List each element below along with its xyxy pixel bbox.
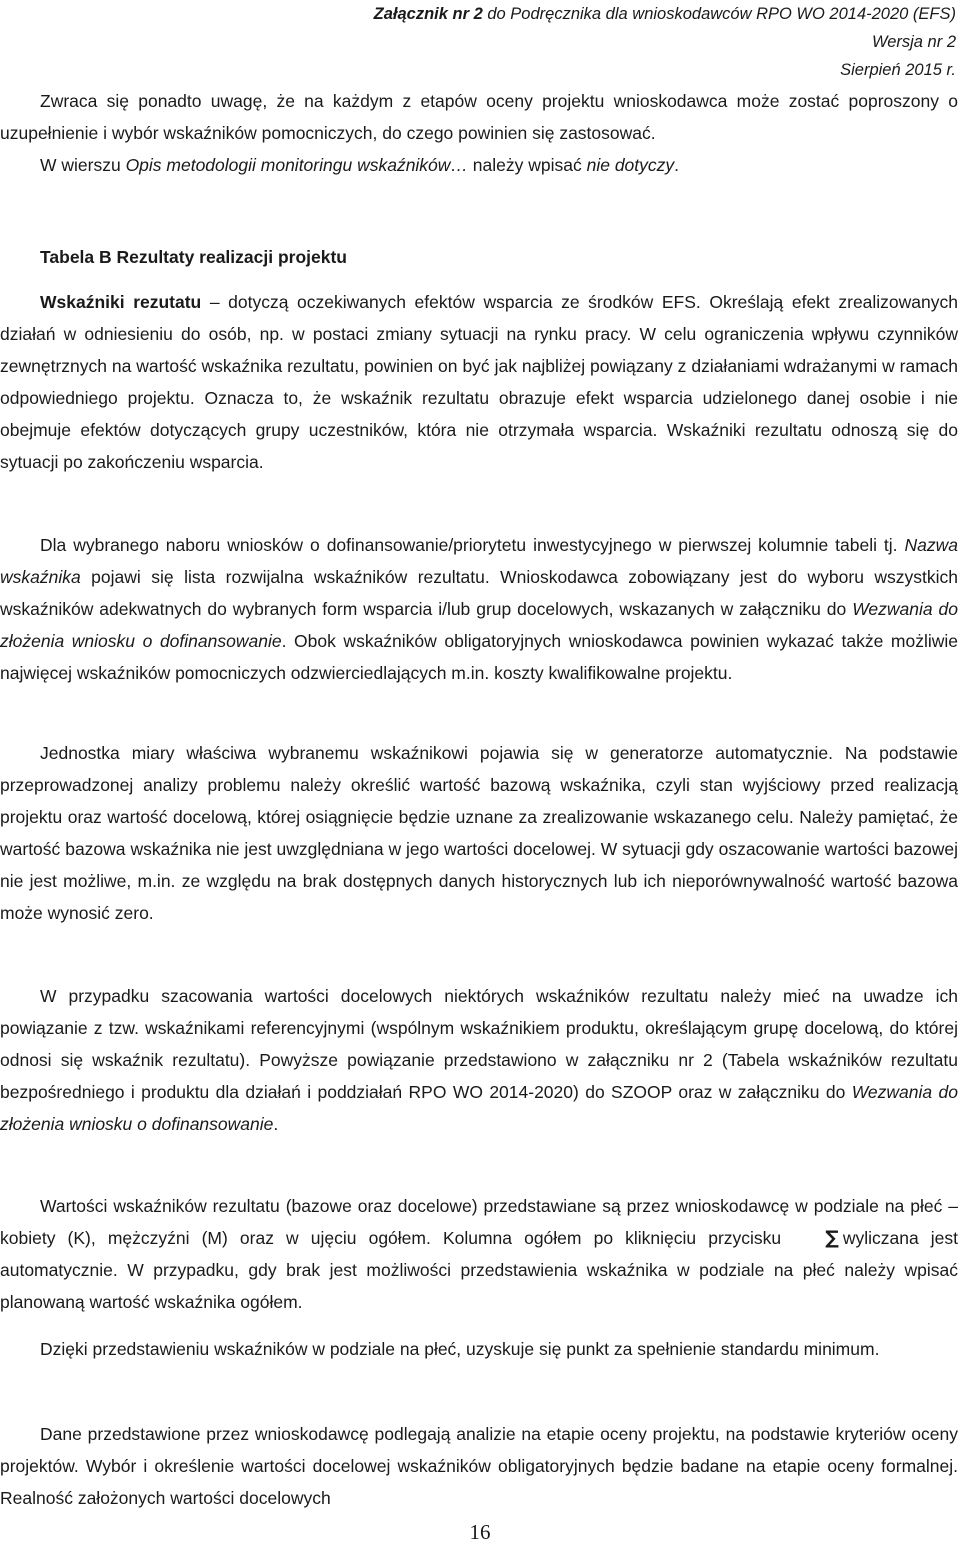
header-date: Sierpień 2015 r.: [840, 61, 956, 79]
intro-block: [0, 85, 958, 181]
page-number: 16: [469, 1520, 491, 1544]
header-version: Wersja nr 2: [871, 33, 956, 51]
paragraph-target-values: W przypadku szacowania wartości docelowych niektórych wskaźników rezultatu należy mieć na uwadze ich powiązanie z tzw. wskaźnikami referencyjnymi (wspólnym wskaźnikiem produktu, określającym grupę docelową, do której odnosi się wskaźnik rezultatu). Powyższe powiązanie przedstawiono w załączniku nr 2 (Tabela wskaźników rezultatu bezpośredniego i produktu dla działań i poddziałań RPO WO 2014-2020) do SZOOP oraz w załączniku do Wezwania do złożenia wniosku o dofinansowanie.: [0, 986, 958, 1134]
paragraph-result-indicators: Wskaźniki rezutatu – dotyczą oczekiwanych efektów wsparcia ze środków EFS. Określają efekt zrealizowanych działań w odniesieniu do osób, np. w postaci zmiany sytuacji na rynku pracy. W celu ograniczenia wpływu czynników zewnętrznych na wartość wskaźnika rezultatu, powinien on być jak najbliżej powiązany z działaniami wdrażanymi w ramach odpowiedniego projektu. Oznacza to, że wskaźnik rezultatu obrazuje efekt wsparcia udzielonego danej osobie i nie obejmuje efektów dotyczących grupy uczestników, która nie otrzymała wsparcia. Wskaźniki rezultatu odnoszą się do sytuacji po zakończeniu wsparcia.: [0, 292, 959, 472]
page-header: [374, 0, 956, 84]
paragraph-standard-minimum: Dzięki przedstawieniu wskaźników w podziale na płeć, uzyskuje się punkt za spełnienie standardu minimum.: [40, 1339, 880, 1359]
section-heading: Tabela B Rezultaty realizacji projektu: [40, 247, 347, 267]
paragraph-assessment: Dane przedstawione przez wnioskodawcę podlegają analizie na etapie oceny projektu, na podstawie kryteriów oceny projektów. Wybór i określenie wartości docelowej wskaźników obligatoryjnych będzie badane na etapie oceny formalnej. Realność założonych wartości docelowych: [0, 1424, 958, 1508]
paragraph-gender-split: Wartości wskaźników rezultatu (bazowe oraz docelowe) przedstawiane są przez wnioskodawcę w podziale na płeć – kobiety (K), mężczyźni (M) oraz w ujęciu ogółem. Kolumna ogółem po kliknięciu przycisku ∑ wyliczana jest automatycznie. W przypadku, gdy brak jest możliwości przedstawienia wskaźnika w podziale na płeć należy wpisać planowaną wartość wskaźnika ogółem.: [0, 1196, 958, 1312]
header-attachment-line: Załącznik nr 2 do Podręcznika dla wnioskodawców RPO WO 2014-2020 (EFS): [373, 5, 956, 23]
paragraph-indicator-selection: Dla wybranego naboru wniosków o dofinansowanie/priorytetu inwestycyjnego w pierwszej kolumnie tabeli tj. Nazwa wskaźnika pojawi się lista rozwijalna wskaźników rezultatu. Wnioskodawca zobowiązany jest do wyboru wszystkich wskaźników adekwatnych do wybranych form wsparcia i/lub grup docelowych, wskazanych w załączniku do Wezwania do złożenia wniosku o dofinansowanie. Obok wskaźników obligatoryjnych wnioskodawca powinien wykazać także możliwie najwięcej wskaźników pomocniczych odzwierciedlających m.in. koszty kwalifikowalne projektu.: [0, 535, 958, 683]
intro-paragraph-2: W wierszu Opis metodologii monitoringu wskaźników… należy wpisać nie dotyczy.: [40, 155, 680, 175]
intro-paragraph-1: Zwraca się ponadto uwagę, że na każdym z etapów oceny projektu wnioskodawca może zostać poproszony o uzupełnienie i wybór wskaźników pomocniczych, do czego powinien się zastosować.: [0, 91, 958, 143]
paragraph-unit-of-measure: Jednostka miary właściwa wybranemu wskaźnikowi pojawia się w generatorze automatycznie. Na podstawie przeprowadzonej analizy problemu należy określić wartość bazową wskaźnika, czyli stan wyjściowy przed realizacją projektu oraz wartość docelową, której osiągnięcie będzie uznane za zrealizowanie wskazanego celu. Należy pamiętać, że wartość bazowa wskaźnika nie jest uwzględniana w jego wartości docelowej. W sytuacji gdy oszacowanie wartości bazowej nie jest możliwe, m.in. ze względu na brak dostępnych danych historycznych lub ich nieporównywalność wartość bazowa może wynosić zero.: [0, 743, 958, 923]
sum-icon: ∑: [825, 1227, 839, 1249]
